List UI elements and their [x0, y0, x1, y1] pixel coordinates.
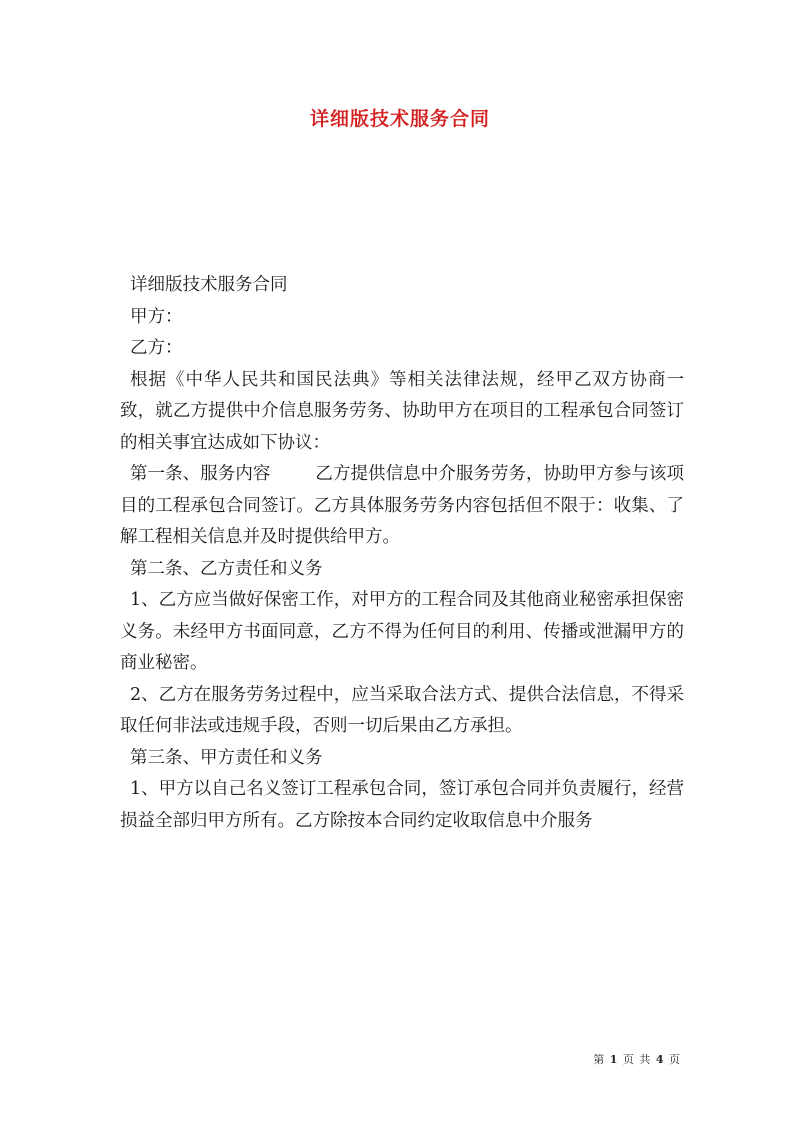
preamble-paragraph: 根据《中华人民共和国民法典》等相关法律法规，经甲乙双方协商一致，就乙方提供中介信息服务劳务、协助甲方在项目的工程承包合同签订的相关事宜达成如下协议：: [120, 369, 684, 453]
footer-suffix: 页: [669, 1053, 681, 1066]
footer-middle: 页 共: [622, 1053, 652, 1066]
party-b-line: 乙方：: [130, 338, 183, 358]
article-3-clause-1: 1、甲方以自己名义签订工程承包合同，签订承包合同并负责履行，经营损益全部归甲方所有。乙方除按本合同约定收取信息中介服务: [120, 779, 684, 831]
party-a-line: 甲方：: [130, 306, 183, 327]
article-3-heading: 第三条、甲方责任和义务: [130, 747, 323, 768]
document-body: [120, 270, 684, 837]
body-heading: 详细版技术服务合同: [130, 275, 288, 295]
article-2-clause-1: 1、乙方应当做好保密工作，对甲方的工程合同及其他商业秘密承担保密义务。未经甲方书面同意，乙方不得为任何目的利用、传播或泄漏甲方的商业秘密。: [120, 590, 684, 673]
footer-prefix: 第: [593, 1053, 606, 1066]
article-2-clause-2: 2、乙方在服务劳务过程中，应当采取合法方式、提供合法信息，不得采取任何非法或违规手段，否则一切后果由乙方承担。: [120, 684, 684, 736]
total-pages-number: 4: [655, 1053, 665, 1066]
page-footer: [0, 1051, 681, 1067]
current-page-number: 1: [609, 1053, 619, 1066]
article-2-heading: 第二条、乙方责任和义务: [130, 558, 323, 579]
document-title: 详细版技术服务合同: [309, 108, 490, 130]
article-1-paragraph: 第一条、服务内容 乙方提供信息中介服务劳务，协助甲方参与该项目的工程承包合同签订。乙方具体服务劳务内容包括但不限于：收集、了解工程相关信息并及时提供给甲方。: [120, 464, 684, 547]
